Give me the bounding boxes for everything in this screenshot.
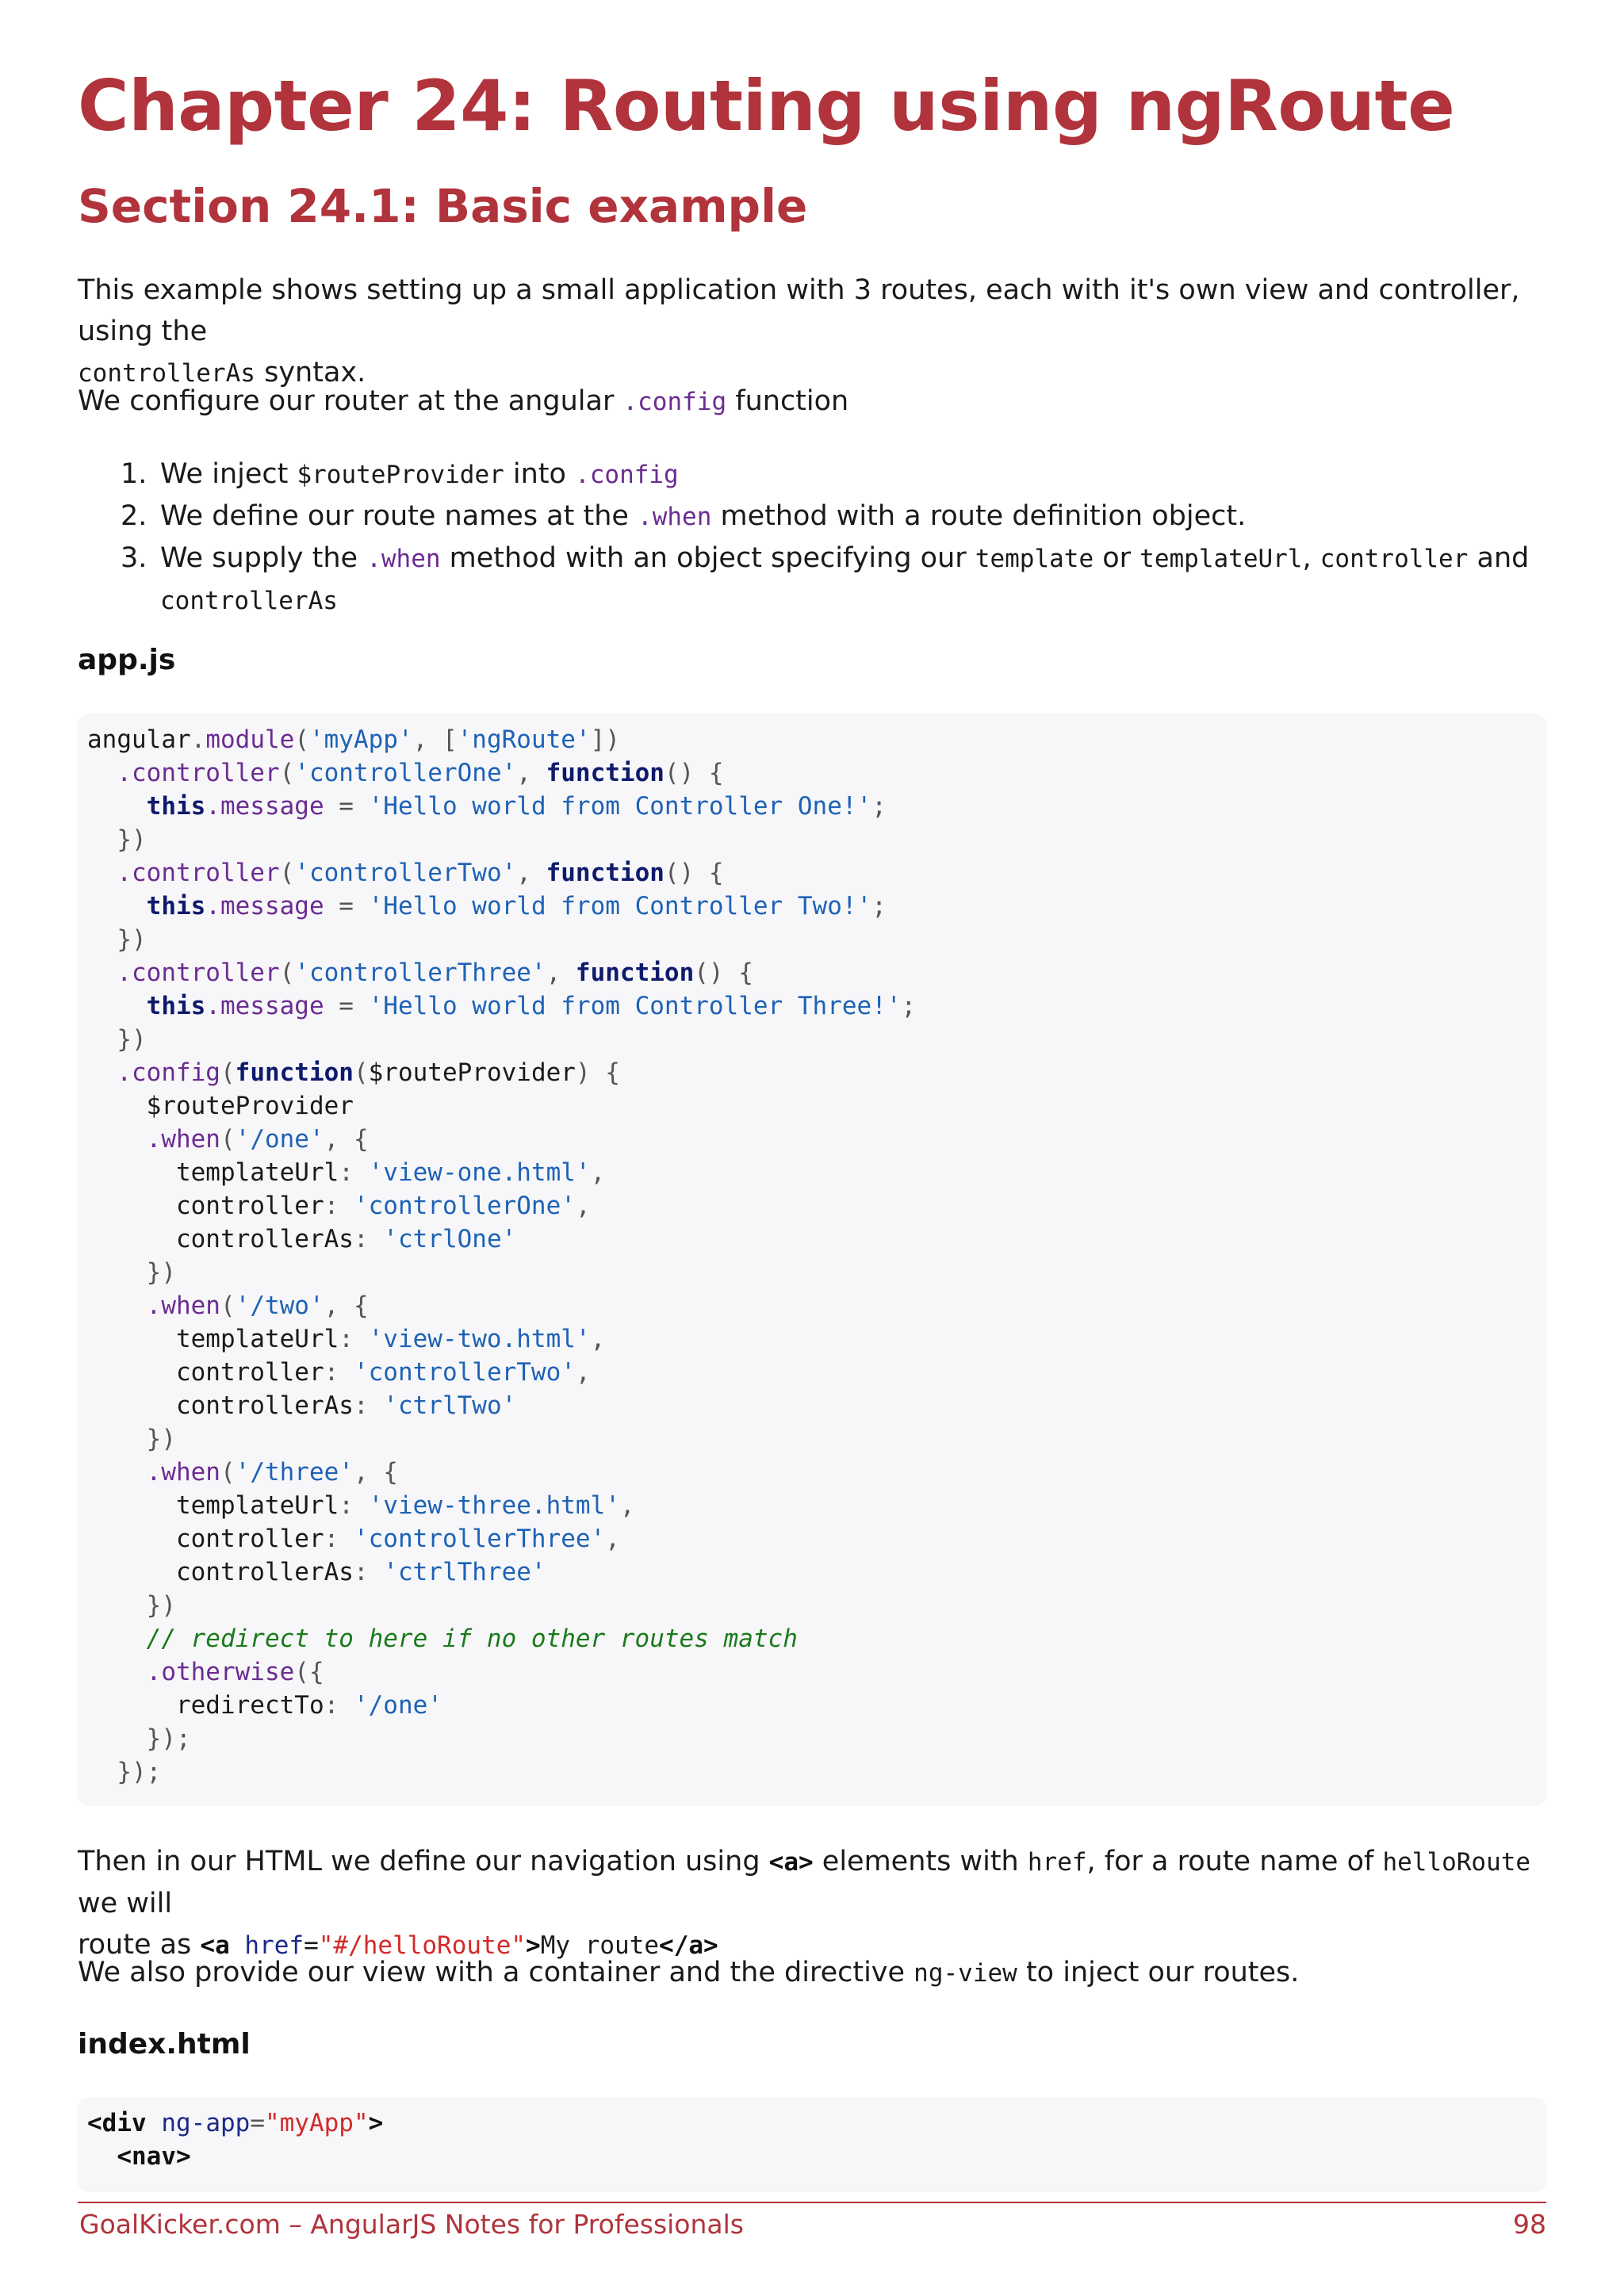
- index-html-code-block: [78, 2097, 1546, 2192]
- code-line: controllerAs: 'ctrlOne': [87, 1225, 517, 1253]
- footer-source: GoalKicker.com – AngularJS Notes for Professionals: [79, 2209, 744, 2240]
- code-line: <div ng-app="myApp">: [87, 2109, 384, 2137]
- footer-divider: [78, 2202, 1546, 2203]
- code-line: controller: 'controllerOne',: [87, 1192, 591, 1220]
- code-line: .config(function($routeProvider) {: [117, 1058, 620, 1087]
- code-line: templateUrl: 'view-two.html',: [87, 1325, 606, 1353]
- code-line: .controller('controllerOne', function() {: [117, 759, 724, 787]
- code-line: this.message = 'Hello world from Controller One!';: [146, 792, 887, 821]
- code-line: .controller('controllerTwo', function() {: [117, 859, 724, 887]
- list-item: 1. We inject $routeProvider into .config: [121, 458, 679, 490]
- code-line: controllerAs: 'ctrlThree': [87, 1558, 546, 1586]
- code-line: templateUrl: 'view-three.html',: [87, 1491, 635, 1520]
- chapter-title: Chapter 24: Routing using ngRoute: [78, 65, 1455, 147]
- code-line: controller: 'controllerTwo',: [87, 1358, 591, 1387]
- code-line: .when('/three', {: [146, 1458, 398, 1487]
- app-js-label: app.js: [78, 644, 176, 676]
- code-line: angular.module('myApp', ['ngRoute']): [87, 725, 620, 754]
- code-line: });: [117, 1758, 162, 1786]
- code-line: }): [117, 825, 147, 854]
- code-line: }): [146, 1591, 176, 1620]
- nav-paragraph: Then in our HTML we define our navigation using <a> elements with href, for a route name of helloRoute we will route as <a href="#/helloRoute">My route</a>: [78, 1846, 1531, 1961]
- code-line: });: [146, 1724, 191, 1753]
- code-line: this.message = 'Hello world from Controller Three!';: [146, 992, 917, 1020]
- view-paragraph: We also provide our view with a container and the directive ng-view to inject our routes.: [78, 1957, 1300, 1988]
- code-line: }): [146, 1425, 176, 1453]
- code-line: templateUrl: 'view-one.html',: [87, 1158, 606, 1187]
- code-line: }): [146, 1258, 176, 1287]
- code-comment: // redirect to here if no other routes match: [146, 1624, 798, 1653]
- code-line: }): [117, 925, 147, 954]
- code-line: this.message = 'Hello world from Controller Two!';: [146, 892, 887, 920]
- code-line: <nav>: [117, 2142, 191, 2171]
- code-line: .otherwise({: [146, 1658, 324, 1686]
- list-item: 2. We define our route names at the .when method with a route definition object.: [121, 500, 1247, 532]
- page-number: 98: [1513, 2209, 1546, 2240]
- app-js-code-block: [78, 714, 1546, 1806]
- index-html-label: index.html: [78, 2028, 251, 2061]
- code-line: $routeProvider: [87, 1092, 354, 1120]
- steps-list: [78, 453, 1546, 622]
- code-line: .when('/two', {: [146, 1292, 369, 1320]
- code-line: controller: 'controllerThree',: [87, 1525, 620, 1553]
- code-line: }): [117, 1025, 147, 1054]
- code-line: controllerAs: 'ctrlTwo': [87, 1391, 517, 1420]
- list-item: 3. We supply the .when method with an object specifying our template or templateUrl, controller and controllerAs: [121, 542, 1530, 615]
- section-title: Section 24.1: Basic example: [78, 179, 808, 233]
- code-line: .when('/one', {: [146, 1125, 369, 1154]
- code-line: redirectTo: '/one': [87, 1691, 442, 1720]
- intro-paragraph-1: This example shows setting up a small application with 3 routes, each with it's own view and controller, using the controllerAs syntax.: [78, 274, 1520, 388]
- intro-paragraph-2: We configure our router at the angular .config function: [78, 385, 849, 417]
- code-line: .controller('controllerThree', function() {: [117, 959, 753, 987]
